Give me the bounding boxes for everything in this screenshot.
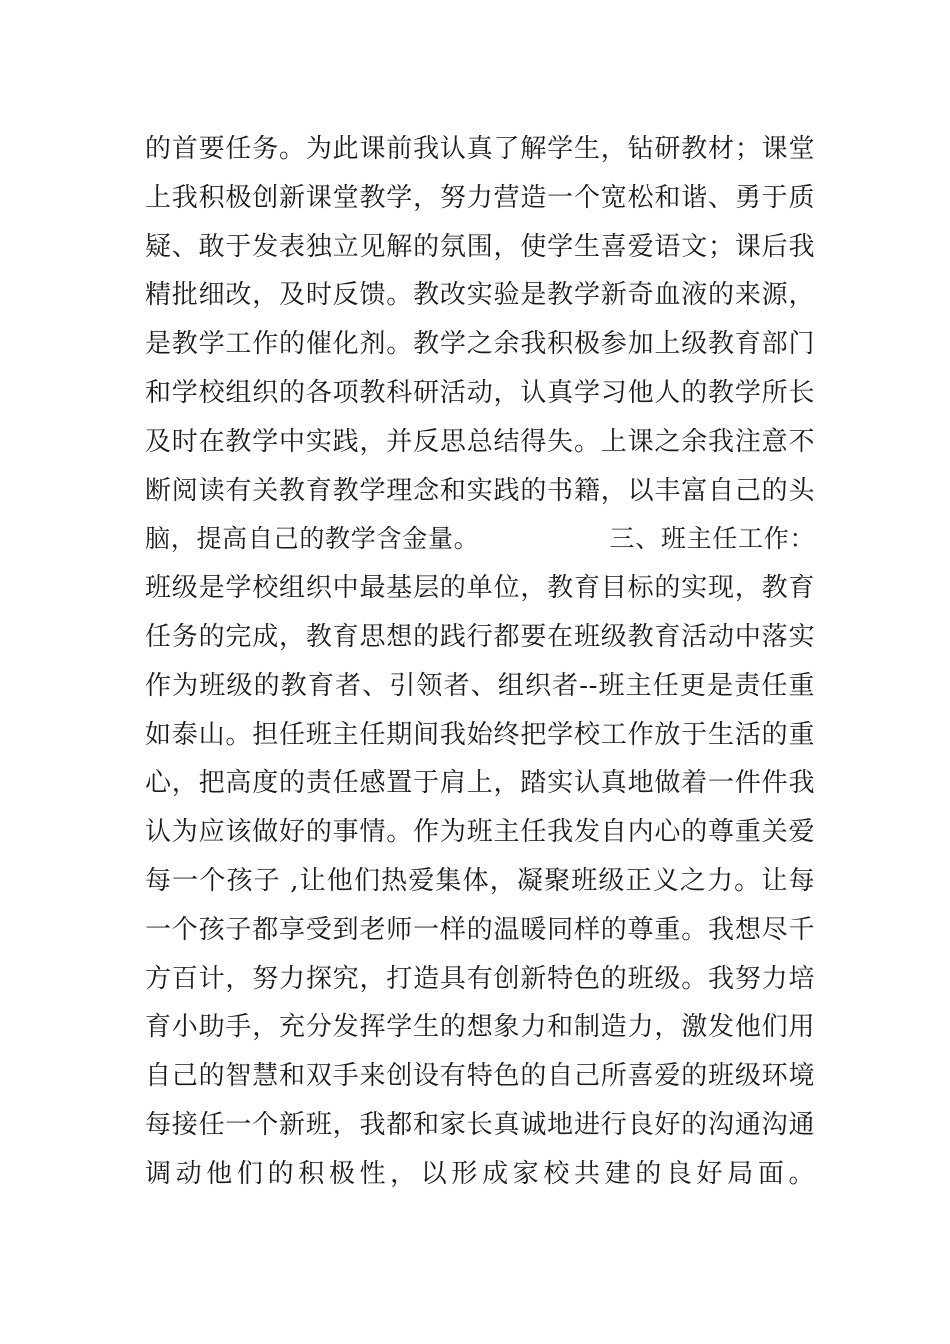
text-line: 精批细改，及时反馈。教改实验是教学新奇血液的来源， [145, 280, 815, 311]
text-line: 认为应该做好的事情。作为班主任我发自内心的尊重关爱 [145, 817, 815, 848]
text-line: 一个孩子都享受到老师一样的温暖同样的尊重。我想尽千 [145, 914, 815, 945]
text-line: 是教学工作的催化剂。教学之余我积极参加上级教育部门 [145, 329, 815, 360]
text-line: 育小助手，充分发挥学生的想象力和制造力，激发他们用 [145, 1012, 815, 1043]
body-text [145, 125, 815, 1199]
text-line: 班级是学校组织中最基层的单位，教育目标的实现，教育 [145, 573, 815, 604]
text-line: 作为班级的教育者、引领者、组织者--班主任更是责任重 [145, 670, 815, 701]
text-line: 每一个孩子 ,让他们热爱集体，凝聚班级正义之力。让每 [145, 865, 815, 896]
text-line: 心，把高度的责任感置于肩上，踏实认真地做着一件件我 [145, 768, 815, 799]
text-line: 如泰山。担任班主任期间我始终把学校工作放于生活的重 [145, 719, 815, 750]
text-line: 调动他们的积极性，以形成家校共建的良好局面。 [145, 1158, 815, 1189]
text-line: 疑、敢于发表独立见解的氛围，使学生喜爱语文；课后我 [145, 231, 815, 262]
text-line: 每接任一个新班，我都和家长真诚地进行良好的沟通沟通 [145, 1109, 815, 1140]
text-line: 脑，提高自己的教学含金量。 三、班主任工作： [145, 524, 815, 554]
text-line: 方百计，努力探究，打造具有创新特色的班级。我努力培 [145, 963, 815, 994]
text-line: 任务的完成，教育思想的践行都要在班级教育活动中落实 [145, 621, 815, 652]
text-line: 及时在教学中实践，并反思总结得失。上课之余我注意不 [145, 426, 815, 457]
text-line: 断阅读有关教育教学理念和实践的书籍，以丰富自己的头 [145, 475, 815, 506]
text-line: 的首要任务。为此课前我认真了解学生，钻研教材；课堂 [145, 134, 815, 164]
text-line: 和学校组织的各项教科研活动，认真学习他人的教学所长 [145, 377, 815, 408]
text-line: 自己的智慧和双手来创设有特色的自己所喜爱的班级环境 [145, 1061, 815, 1092]
text-line: 上我积极创新课堂教学，努力营造一个宽松和谐、勇于质 [145, 182, 815, 213]
